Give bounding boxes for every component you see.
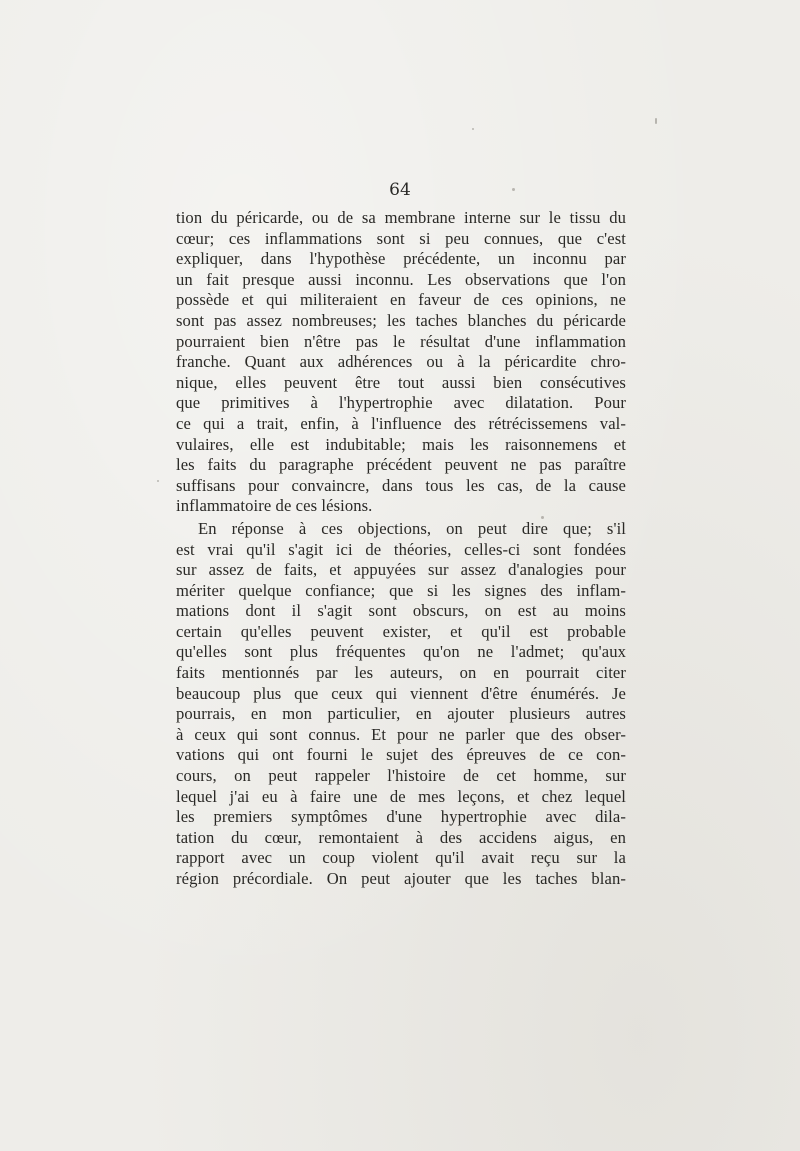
text-line: qu'elles sont plus fréquentes qu'on ne l'admet; qu'aux: [176, 642, 626, 662]
text-line: les premiers symptômes d'une hypertrophie avec dila-: [176, 807, 626, 827]
text-line: tion du péricarde, ou de sa membrane interne sur le tissu du: [176, 208, 626, 227]
text-line: pourraient bien n'être pas le résultat d'une inflammation: [176, 331, 626, 351]
text-line: inflammatoire de ces lésions.: [176, 496, 373, 516]
text-line: nique, elles peuvent être tout aussi bien consécutives: [176, 372, 626, 392]
page-number: 64: [389, 180, 411, 200]
text-line: cœur; ces inflammations sont si peu connues, que c'est: [176, 228, 626, 248]
text-line: vulaires, elle est indubitable; mais les raisonnemens et: [176, 434, 626, 454]
text-line: mériter quelque confiance; que si les signes des inflam-: [176, 580, 626, 600]
text-line: possède et qui militeraient en faveur de ces opinions, ne: [176, 290, 626, 310]
text-line: rapport avec un coup violent qu'il avait reçu sur la: [176, 848, 626, 868]
text-line: pourrais, en mon particulier, en ajouter plusieurs autres: [176, 704, 626, 724]
text-line: expliquer, dans l'hypothèse précédente, un inconnu par: [176, 249, 626, 269]
text-line: sont pas assez nombreuses; les taches blanches du péricarde: [176, 310, 626, 330]
paper-speck: [655, 118, 657, 124]
text-line: à ceux qui sont connus. Et pour ne parler que des obser-: [176, 724, 626, 744]
text-line: En réponse à ces objections, on peut dire que; s'il: [198, 518, 626, 538]
text-line: un fait presque aussi inconnu. Les observations que l'on: [176, 269, 626, 289]
text-line: cours, on peut rappeler l'histoire de cet homme, sur: [176, 766, 626, 786]
text-line: tation du cœur, remontaient à des accidens aigus, en: [176, 827, 626, 847]
paragraph-2: [176, 519, 626, 890]
paper-speck: [541, 516, 544, 519]
text-line: sur assez de faits, et appuyées sur assez d'analogies pour: [176, 560, 626, 580]
text-line: faits mentionnés par les auteurs, on en pourrait citer: [176, 663, 626, 683]
text-line: ce qui a trait, enfin, à l'influence des rétrécissemens val-: [176, 413, 626, 433]
text-line: est vrai qu'il s'agit ici de théories, celles-ci sont fondées: [176, 539, 626, 559]
text-line: suffisans pour convaincre, dans tous les cas, de la cause: [176, 475, 626, 495]
text-line: franche. Quant aux adhérences ou à la péricardite chro-: [176, 352, 626, 372]
text-line: beaucoup plus que ceux qui viennent d'être énumérés. Je: [176, 683, 626, 703]
paper-speck: [157, 480, 159, 482]
paper-speck: [472, 128, 474, 130]
text-line: région précordiale. On peut ajouter que les taches blan-: [176, 869, 626, 888]
text-line: les faits du paragraphe précédent peuvent ne pas paraître: [176, 455, 626, 475]
text-line: mations dont il s'agit sont obscurs, on est au moins: [176, 601, 626, 621]
text-line: lequel j'ai eu à faire une de mes leçons, et chez lequel: [176, 786, 626, 806]
text-line: que primitives à l'hypertrophie avec dilatation. Pour: [176, 393, 626, 413]
paper-speck: [512, 188, 515, 191]
text-line: certain qu'elles peuvent exister, et qu'il est probable: [176, 621, 626, 641]
paragraph-1: [176, 208, 626, 517]
text-line: vations qui ont fourni le sujet des épreuves de ce con-: [176, 745, 626, 765]
body-text: [176, 208, 626, 890]
